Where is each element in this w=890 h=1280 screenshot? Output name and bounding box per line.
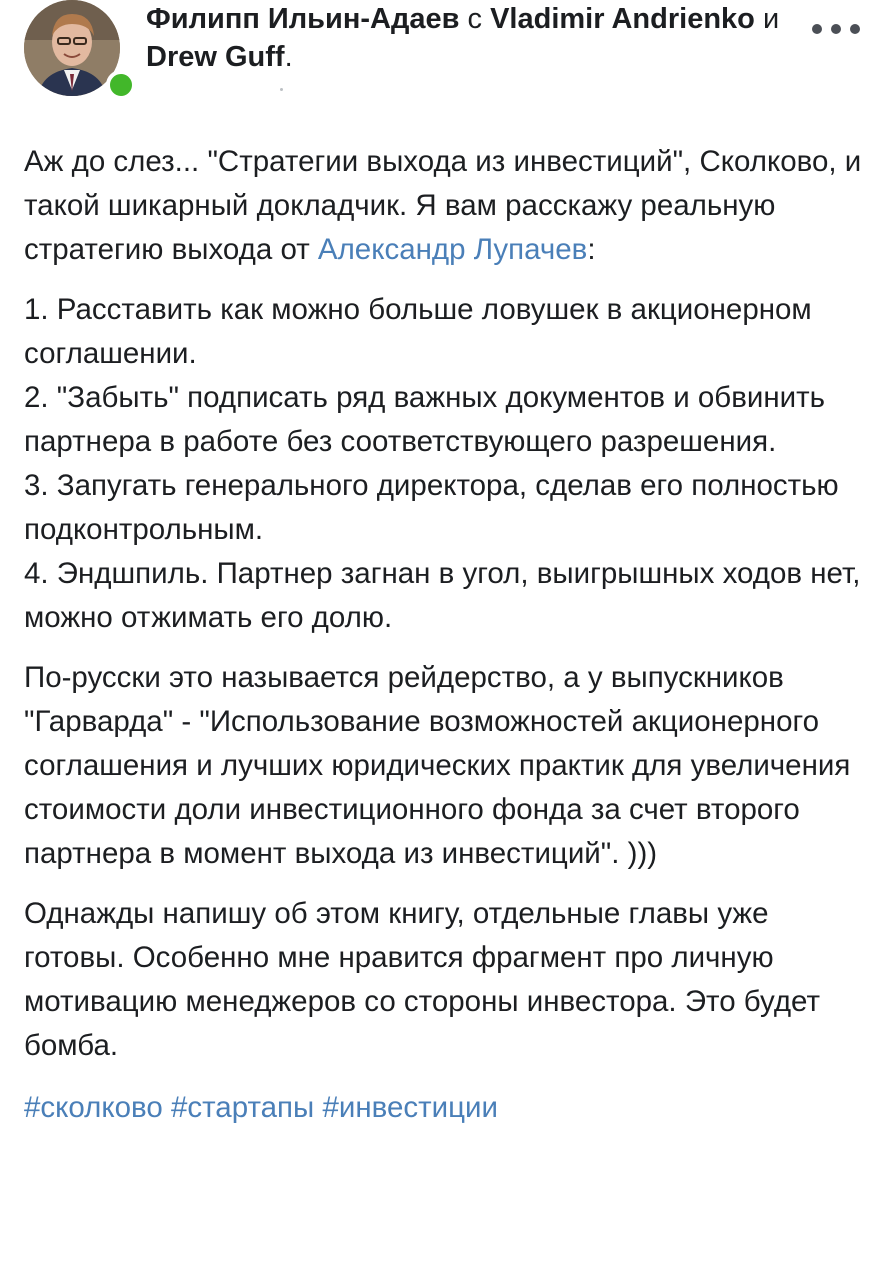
paragraph-1-text: Аж до слез... "Стратегии выхода из инвестиций", Сколково, и такой шикарный докладчик. Я вам расскажу реальную стратегию выхода от [24,145,862,266]
post-paragraph-3: По-русски это называется рейдерство, а у выпускников "Гарварда" - "Использование возможностей акционерного соглашения и лучших юридических практик для увеличения стоимости доли инвестиционного фонда за счет второго партнера в момент выхода из инвестиций". ))) [24,661,851,870]
with-word: с [467,3,483,35]
header-end-punct: . [284,41,293,73]
hashtag-row [24,1086,870,1130]
post-header [0,0,890,110]
more-horizontal-icon [831,24,841,34]
list-item-3: 3. Запугать генерального директора, сделав его полностью подконтрольным. [24,469,839,546]
hashtag-startups[interactable]: #стартапы [170,1091,315,1124]
hashtag-investments[interactable]: #инвестиции [322,1091,498,1124]
paragraph-1-end: : [587,233,596,266]
mention-link[interactable]: Александр Лупачев [317,233,588,266]
more-horizontal-icon [812,24,822,34]
post-paragraph-4: Однажды напишу об этом книгу, отдельные главы уже готовы. Особенно мне нравится фрагмент про личную мотивацию менеджеров со стороны инвестора. Это будет бомба. [24,897,820,1062]
and-word: и [762,3,780,35]
more-options-button[interactable] [808,14,864,44]
tagged-person-2[interactable]: Drew Guff [146,41,285,73]
hashtag-skolkovo[interactable]: #сколково [24,1091,163,1124]
author-name[interactable]: Филипп Ильин-Адаев [146,3,460,35]
list-item-2: 2. "Забыть" подписать ряд важных документов и обвинить партнера в работе без соответствующего разрешения. [24,381,825,458]
list-item-4: 4. Эндшпиль. Партнер загнан в угол, выигрышных ходов нет, можно отжимать его долю. [24,557,861,634]
tagged-person-1[interactable]: Vladimir Andrienko [490,3,755,35]
post-author-line [146,0,806,76]
more-horizontal-icon [850,24,860,34]
post-body [24,140,870,1130]
list-item-1: 1. Расставить как можно больше ловушек в акционерном соглашении. [24,293,812,370]
post-paragraph-1 [24,140,870,272]
avatar-container[interactable] [24,0,124,100]
meta-separator [280,88,283,91]
online-status-indicator [106,70,136,100]
post-list [24,288,870,640]
